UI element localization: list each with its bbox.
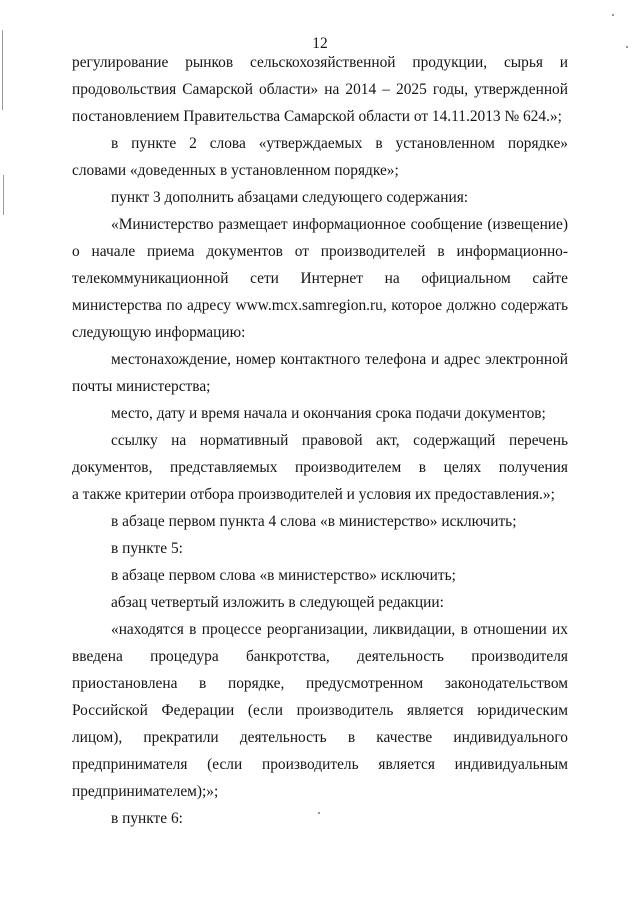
- text-line: документов, представляемых производителем в целях получения: [72, 459, 568, 476]
- text-line: постановлением Правительства Самарской области от 14.11.2013 № 624.»;: [72, 108, 562, 125]
- text-line: лицом), прекратили деятельность в качестве индивидуального: [72, 729, 568, 746]
- text-line: продовольствия Самарской области» на 2014 – 2025 годы, утвержденной: [72, 81, 568, 98]
- text-line: в пункте 2 слова «утверждаемых в установленном порядке»: [111, 135, 568, 152]
- text-line: словами «доведенных в установленном порядке»;: [72, 162, 399, 179]
- text-line: пункт 3 дополнить абзацами следующего содержания:: [111, 189, 469, 206]
- text-line: Российской Федерации (если производитель является юридическим: [72, 702, 568, 719]
- text-line: предпринимателя (если производитель является индивидуальным: [72, 756, 568, 773]
- text-line: почты министерства;: [72, 378, 211, 395]
- page-number: 12: [312, 35, 328, 52]
- text-line: предпринимателем);»;: [72, 783, 219, 800]
- text-line: в пункте 5:: [111, 540, 183, 557]
- text-line: абзац четвертый изложить в следующей редакции:: [111, 594, 444, 611]
- text-line: местонахождение, номер контактного телефона и адрес электронной: [111, 351, 568, 368]
- text-line: а также критерии отбора производителей и условия их предоставления.»;: [72, 486, 555, 503]
- text-line: в абзаце первом пункта 4 слова «в министерство» исключить;: [111, 513, 517, 530]
- text-line: «находятся в процессе реорганизации, ликвидации, в отношении их: [111, 621, 568, 638]
- text-line: следующую информацию:: [72, 324, 246, 341]
- text-line: о начале приема документов от производителей в информационно-: [72, 243, 568, 260]
- text-line: в абзаце первом слова «в министерство» исключить;: [111, 567, 456, 584]
- text-line: ссылку на нормативный правовой акт, содержащий перечень: [111, 432, 568, 449]
- scan-edge-mark: [3, 175, 4, 215]
- text-line: приостановлена в порядке, предусмотренном законодательством: [72, 675, 568, 692]
- text-line: «Министерство размещает информационное сообщение (извещение): [111, 216, 568, 233]
- text-line: министерства по адресу www.mcx.samregion.ru, которое должно содержать: [72, 297, 568, 314]
- scan-edge-mark: [2, 30, 3, 110]
- text-line: регулирование рынков сельскохозяйственной продукции, сырья и: [72, 54, 568, 71]
- text-line: место, дату и время начала и окончания срока подачи документов;: [111, 405, 546, 422]
- scan-speck: [626, 46, 628, 48]
- text-line: телекоммуникационной сети Интернет на официальном сайте: [72, 270, 568, 287]
- text-line: в пункте 6:: [111, 810, 183, 827]
- scan-speck: [318, 812, 320, 814]
- text-line: введена процедура банкротства, деятельность производителя: [72, 648, 568, 665]
- scan-speck: [612, 14, 614, 16]
